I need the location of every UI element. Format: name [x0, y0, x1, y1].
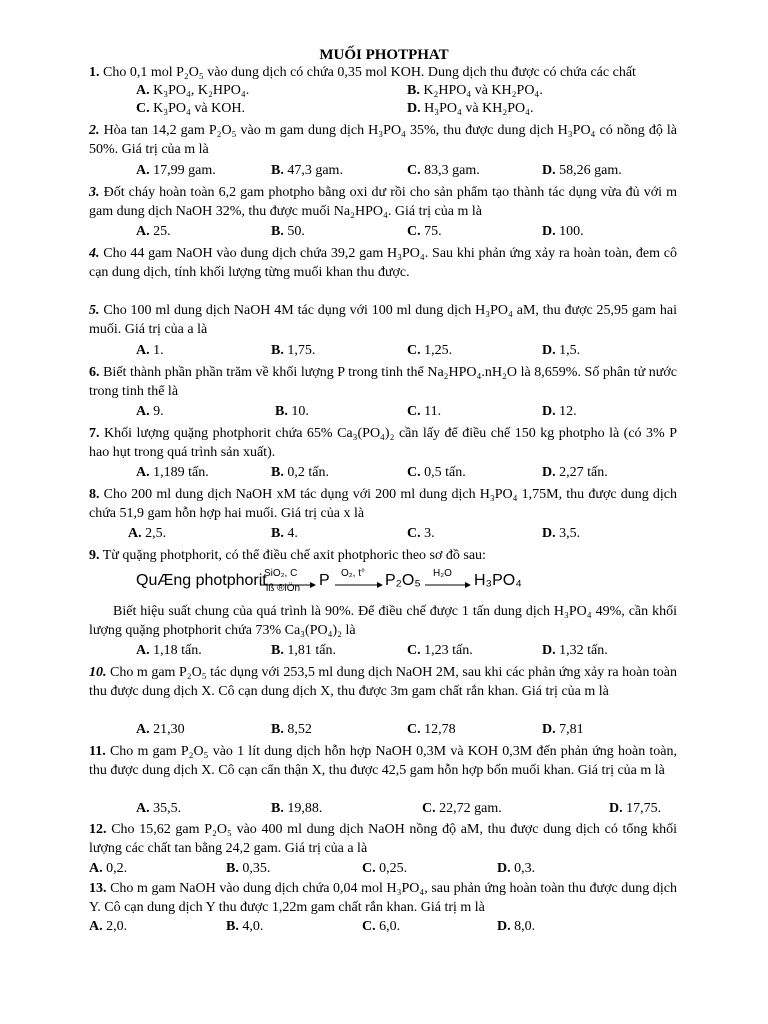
option-b: B. 0,35. [226, 861, 271, 876]
question-number: 13. [89, 881, 107, 896]
option-a: A. 1. [136, 343, 164, 358]
option-c: C. 1,25. [407, 343, 453, 358]
option-d: D. 8,0. [497, 919, 536, 934]
options-row [0, 162, 768, 180]
option-c: C. 11. [407, 404, 442, 419]
option-a: A. 17,99 gam. [136, 163, 216, 178]
option-c: C. 83,3 gam. [407, 163, 480, 178]
question-5 [89, 302, 677, 339]
options-row [0, 223, 768, 241]
option-a: A. 9. [136, 404, 164, 419]
question-2 [89, 122, 677, 159]
question-9-body [89, 603, 677, 640]
option-b: B. 47,3 gam. [271, 163, 343, 178]
option-b: B. 1,81 tấn. [271, 643, 336, 658]
option-c: C. 0,5 tấn. [407, 465, 466, 480]
page-title: MUỐI PHOTPHAT [319, 47, 449, 63]
question-9 [89, 547, 677, 566]
option-c: C. 3. [407, 526, 435, 541]
option-d: D. 1,5. [542, 343, 581, 358]
question-number: 4. [89, 246, 100, 261]
option-b: B. 1,75. [271, 343, 316, 358]
option-b: B. 0,2 tấn. [271, 465, 329, 480]
option-a: A. 1,189 tấn. [136, 465, 209, 480]
option-b: B. K₂HPO₄ và KH₂PO₄. [407, 83, 543, 98]
option-d: D. 58,26 gam. [542, 163, 622, 178]
question-text: Cho 15,62 gam P₂O₅ vào 400 ml dung dịch NaOH nồng độ aM, thu được dung dịch có tổng khối lượng các chất tan bằng 24,2 gam. Giá trị của a là [89, 822, 677, 856]
question-1 [89, 64, 677, 83]
option-d: D. 7,81 [542, 722, 584, 737]
arrow2-top-label: O₂, t° [341, 568, 365, 579]
option-b: B. 10. [275, 404, 309, 419]
option-c: C. K₃PO₄ và KOH. [136, 101, 245, 116]
option-a: A. 35,5. [136, 801, 182, 816]
question-3 [89, 184, 677, 221]
option-c: C. 0,25. [362, 861, 408, 876]
options-row [0, 464, 768, 482]
question-number: 8. [89, 487, 100, 502]
question-number: 5. [89, 303, 100, 318]
question-10 [89, 664, 677, 701]
question-11 [89, 743, 677, 780]
options-row [0, 860, 768, 878]
scheme-p2o5: P₂O₅ [385, 572, 421, 589]
option-a: A. 2,5. [128, 526, 167, 541]
question-text: Cho 0,1 mol P₂O₅ vào dung dịch có chứa 0,35 mol KOH. Dung dịch thu được có chứa các chất [103, 65, 636, 80]
arrow-3 [425, 581, 471, 589]
question-text: Cho 100 ml dung dịch NaOH 4M tác dụng với 100 ml dung dịch H₃PO₄ aM, thu được 25,95 gam hai muối. Giá trị của a là [89, 303, 677, 337]
question-text: Cho 200 ml dung dịch NaOH xM tác dụng với 200 ml dung dịch H₃PO₄ 1,75M, thu được dung dịch chứa 51,9 gam hỗn hợp hai muối. Giá trị của x là [89, 487, 678, 521]
options-row [0, 82, 768, 100]
question-number: 12. [89, 822, 107, 837]
options-row [0, 918, 768, 936]
options-row [0, 100, 768, 118]
question-text: Hòa tan 14,2 gam P₂O₅ vào m gam dung dịch H₃PO₄ 35%, thu được dung dịch H₃PO₄ có nồng độ là 50%. Giá trị của m là [89, 123, 677, 157]
question-text: Đốt cháy hoàn toàn 6,2 gam photpho bằng oxi dư rồi cho sản phẩm tạo thành tác dụng vừa đủ với m gam dung dịch NaOH 32%, thu được muối Na₂HPO₄. Giá trị của m là [89, 185, 677, 219]
option-c: C. 22,72 gam. [422, 801, 502, 816]
option-c: C. 75. [407, 224, 442, 239]
option-c: C. 6,0. [362, 919, 401, 934]
option-d: D. 2,27 tấn. [542, 465, 608, 480]
options-row [0, 403, 768, 421]
option-a: A. 2,0. [89, 919, 128, 934]
scheme-start: QuÆng photphorit [136, 572, 267, 589]
question-number: 10. [89, 665, 107, 680]
options-row [0, 800, 768, 818]
question-7 [89, 425, 677, 462]
question-text: Cho m gam P₂O₅ vào 1 lít dung dịch hỗn hợp NaOH 0,3M và KOH 0,3M đến phản ứng hoàn toàn, thu được dung dịch X. Cô cạn cẩn thận X, thu được 42,5 gam hỗn hợp bốn muối khan. Giá trị của m là [89, 744, 678, 778]
option-c: C. 12,78 [407, 722, 456, 737]
question-12 [89, 821, 677, 858]
options-row [0, 721, 768, 739]
option-b: B. 50. [271, 224, 305, 239]
question-text: Khối lượng quặng photphorit chứa 65% Ca₃(PO₄)₂ cần lấy để điều chế 150 kg photpho là (có 3% P hao hụt trong quá trình sản xuất). [89, 426, 677, 460]
option-d: D. H₃PO₄ và KH₂PO₄. [407, 101, 534, 116]
option-d: D. 17,75. [609, 801, 662, 816]
question-number: 2. [89, 123, 100, 138]
option-b: B. 19,88. [271, 801, 323, 816]
question-number: 6. [89, 365, 100, 380]
arrow3-top-label: H₂O [433, 568, 452, 579]
options-row [0, 342, 768, 360]
question-number: 1. [89, 65, 100, 80]
option-a: A. K₃PO₄, K₂HPO₄. [136, 83, 250, 98]
scheme-p: P [319, 572, 330, 589]
option-a: A. 1,18 tấn. [136, 643, 202, 658]
option-d: D. 100. [542, 224, 584, 239]
question-text: Biết thành phần phần trăm về khối lượng P trong tinh thể Na₂HPO₄.nH₂O là 8,659%. Số phân tử nước trong tinh thể là [89, 365, 677, 399]
question-number: 7. [89, 426, 100, 441]
option-d: D. 3,5. [542, 526, 581, 541]
option-d: D. 12. [542, 404, 577, 419]
option-a: A. 21,30 [136, 722, 185, 737]
option-d: D. 1,32 tấn. [542, 643, 608, 658]
question-text: Biết hiệu suất chung của quá trình là 90%. Để điều chế được 1 tấn dung dịch H₃PO₄ 49%, cần khối lượng quặng photphorit chứa 73% Ca₃(PO₄)₂ là [89, 604, 677, 638]
question-text: Cho m gam NaOH vào dung dịch chứa 0,04 mol H₃PO₄, sau phản ứng hoàn toàn thu được dung dịch Y. Cô cạn dung dịch Y thu được 1,22m gam chất rắn khan. Giá trị m là [89, 881, 677, 915]
option-a: A. 0,2. [89, 861, 128, 876]
reaction-scheme [136, 566, 536, 596]
arrow-2 [335, 581, 383, 589]
arrow1-bottom-label: lß ®iÖn [266, 583, 301, 594]
question-6 [89, 364, 677, 401]
option-d: D. 0,3. [497, 861, 536, 876]
question-text: Cho m gam P₂O₅ tác dụng với 253,5 ml dung dịch NaOH 2M, sau khi các phản ứng xảy ra hoàn toàn thu được dung dịch X. Cô cạn dung dịch X, thu được 3m gam chất rắn khan. Giá trị của m là [89, 665, 677, 699]
scheme-h3po4: H₃PO₄ [474, 572, 522, 589]
question-number: 3. [89, 185, 100, 200]
option-b: B. 4. [271, 526, 298, 541]
question-text: Từ quặng photphorit, có thể điều chế axit photphoric theo sơ đồ sau: [102, 548, 486, 563]
option-b: B. 4,0. [226, 919, 264, 934]
question-number: 9. [89, 548, 100, 563]
options-row [0, 525, 768, 543]
option-c: C. 1,23 tấn. [407, 643, 473, 658]
arrow1-top-label: SiO₂, C [264, 568, 298, 579]
option-a: A. 25. [136, 224, 171, 239]
question-4 [89, 245, 677, 282]
options-row [0, 642, 768, 660]
option-b: B. 8,52 [271, 722, 312, 737]
question-number: 11. [89, 744, 106, 759]
question-13 [89, 880, 677, 917]
question-8 [89, 486, 677, 523]
question-text: Cho 44 gam NaOH vào dung dịch chứa 39,2 gam H₃PO₄. Sau khi phản ứng xảy ra hoàn toàn, đem cô cạn dung dịch, tính khối lượng từng muối khan thu được. [89, 246, 677, 280]
